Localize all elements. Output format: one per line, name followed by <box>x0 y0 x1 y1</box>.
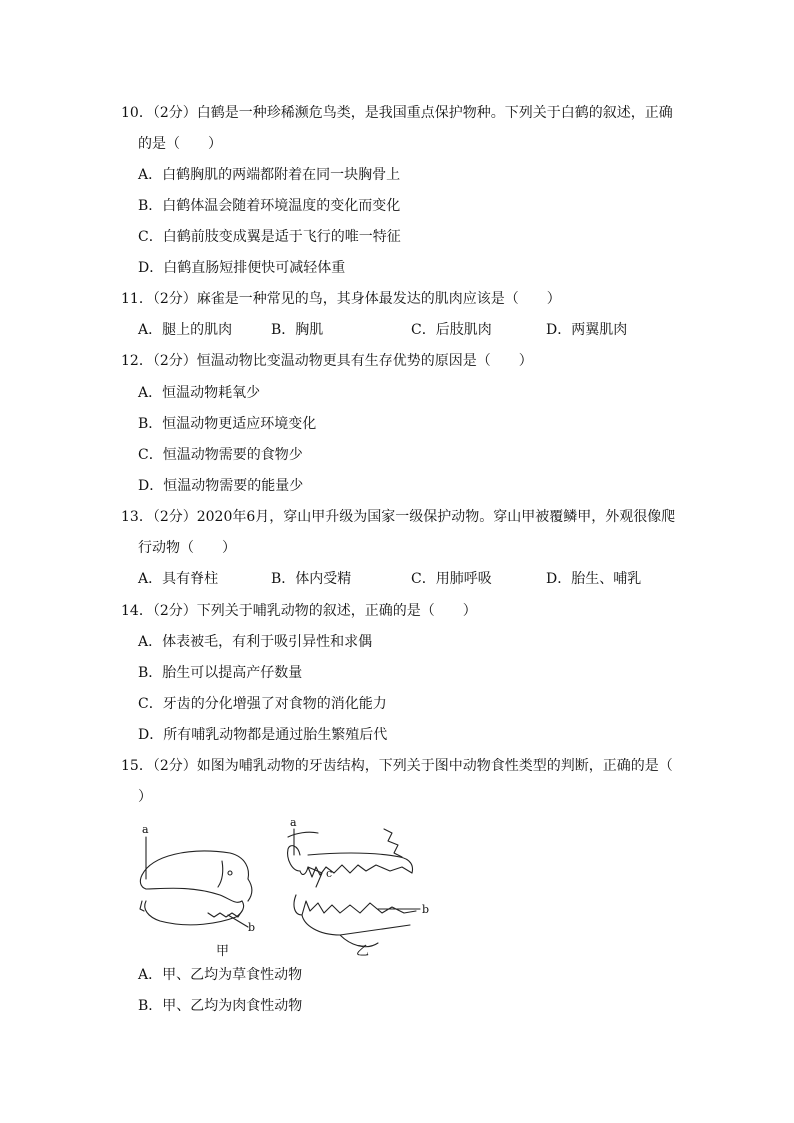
question-12-option-b[interactable]: B．恒温动物更适应环境变化 <box>138 416 317 432</box>
teeth-figure <box>130 815 430 960</box>
question-13-option-d[interactable]: D．胎生、哺乳 <box>546 571 642 587</box>
question-14-option-d[interactable]: D．所有哺乳动物都是通过胎生繁殖后代 <box>138 727 388 743</box>
question-12-option-c[interactable]: C．恒温动物需要的食物少 <box>138 447 303 463</box>
question-11-option-d[interactable]: D．两翼肌肉 <box>546 322 628 338</box>
question-15-option-b[interactable]: B．甲、乙均为肉食性动物 <box>138 998 303 1014</box>
figure-right-label-a: a <box>290 816 297 829</box>
question-13-option-c[interactable]: C．用肺呼吸 <box>411 571 492 587</box>
question-15-stem: 15．（2分）如图为哺乳动物的牙齿结构，下列关于图中动物食性类型的判断，正确的是（ <box>121 758 673 774</box>
question-10-option-b[interactable]: B．白鹤体温会随着环境温度的变化而变化 <box>138 198 401 214</box>
question-11-option-a[interactable]: A．腿上的肌肉 <box>138 322 233 338</box>
question-14-option-c[interactable]: C．牙齿的分化增强了对食物的消化能力 <box>138 696 387 712</box>
question-11-option-b[interactable]: B．胸肌 <box>271 322 324 338</box>
question-13-stem-continued: 行动物（ ） <box>138 540 236 556</box>
question-11-stem: 11．（2分）麻雀是一种常见的鸟，其身体最发达的肌肉应该是（ ） <box>121 291 561 307</box>
question-15-option-a[interactable]: A．甲、乙均为草食性动物 <box>138 967 303 983</box>
question-15-stem-continued: ） <box>138 789 152 805</box>
question-13-stem: 13．（2分）2020年6月，穿山甲升级为国家一级保护动物。穿山甲被覆鳞甲，外观很像爬 <box>121 509 676 525</box>
question-10-option-c[interactable]: C．白鹤前肢变成翼是适于飞行的唯一特征 <box>138 229 401 245</box>
figure-right-label-b: b <box>422 903 430 916</box>
carnivore-skull-drawing <box>288 829 416 947</box>
question-14-stem: 14．（2分）下列关于哺乳动物的叙述，正确的是（ ） <box>121 603 477 619</box>
question-12-option-d[interactable]: D．恒温动物需要的能量少 <box>138 478 304 494</box>
figure-right-label-c: c <box>326 867 333 880</box>
figure-right-caption: 乙 <box>356 944 370 959</box>
question-12-stem: 12．（2分）恒温动物比变温动物更具有生存优势的原因是（ ） <box>121 353 533 369</box>
question-13-option-b[interactable]: B．体内受精 <box>271 571 352 587</box>
question-14-option-b[interactable]: B．胎生可以提高产仔数量 <box>138 665 303 681</box>
question-14-option-a[interactable]: A．体表被毛，有利于吸引异性和求偶 <box>138 634 373 650</box>
question-10-option-a[interactable]: A．白鹤胸肌的两端都附着在同一块胸骨上 <box>138 167 401 183</box>
question-10-stem: 10．（2分）白鹤是一种珍稀濒危鸟类，是我国重点保护物种。下列关于白鹤的叙述，正确 <box>121 105 673 121</box>
herbivore-skull-drawing <box>140 851 252 925</box>
figure-left-caption: 甲 <box>216 944 230 959</box>
question-12-option-a[interactable]: A．恒温动物耗氧少 <box>138 385 261 401</box>
question-13-option-a[interactable]: A．具有脊柱 <box>138 571 219 587</box>
question-11-option-c[interactable]: C．后肢肌肉 <box>411 322 492 338</box>
figure-left-label-b: b <box>248 921 256 934</box>
question-10-option-d[interactable]: D．白鹤直肠短排便快可减轻体重 <box>138 260 346 276</box>
question-10-stem-continued: 的是（ ） <box>138 136 222 152</box>
figure-left-label-a: a <box>142 823 149 836</box>
